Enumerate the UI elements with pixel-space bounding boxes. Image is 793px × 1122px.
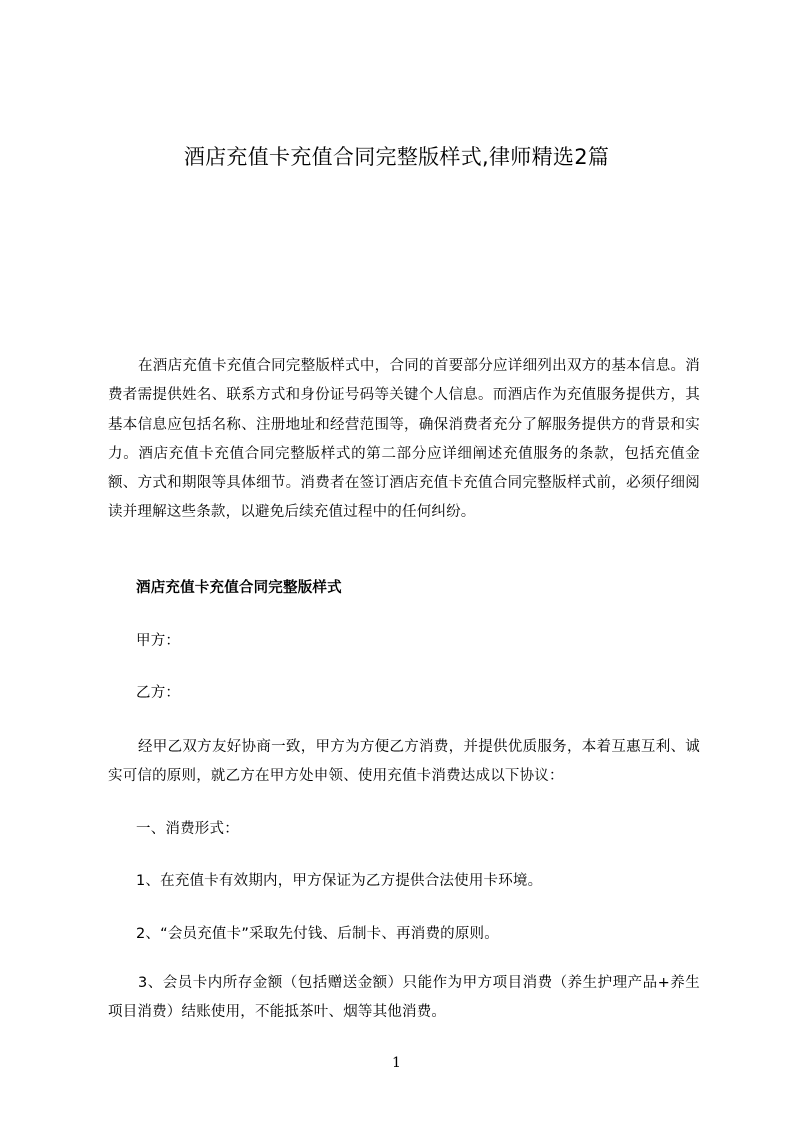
party-b-label: 乙方： <box>136 685 181 701</box>
document-title: 酒店充值卡充值合同完整版样式,律师精选2篇 <box>183 145 610 169</box>
party-a-label: 甲方： <box>136 633 181 649</box>
page-number: 1 <box>392 1055 401 1071</box>
clause-heading: 一、消费形式： <box>136 821 239 837</box>
clause-item-2: 2、“会员充值卡”采取先付钱、后制卡、再消费的原则。 <box>136 926 499 942</box>
intro-paragraph: 在酒店充值卡充值合同完整版样式中，合同的首要部分应详细列出双方的基本信息。消费者需提供姓名、联系方式和身份证号码等关键个人信息。而酒店作为充值服务提供方，其基本信息应包括名称、注册地址和经营范围等，确保消费者充分了解服务提供方的背景和实力。酒店充值卡充值合同完整版样式的第二部分应详细阐述充值服务的条款，包括充值金额、方式和期限等具体细节。消费者在签订酒店充值卡充值合同完整版样式前，必须仔细阅读并理解这些条款，以避免后续充值过程中的任何纠纷。 <box>108 358 700 521</box>
preamble-paragraph: 经甲乙双方友好协商一致，甲方为方便乙方消费，并提供优质服务，本着互惠互利、诚实可信的原则，就乙方在甲方处申领、使用充值卡消费达成以下协议： <box>108 739 700 785</box>
clause-item-3: 3、会员卡内所存金额（包括赠送金额）只能作为甲方项目消费（养生护理产品+养生项目消费）结账使用，不能抵茶叶、烟等其他消费。 <box>108 975 700 1021</box>
section-heading: 酒店充值卡充值合同完整版样式 <box>136 580 342 596</box>
clause-item-1: 1、在充值卡有效期内，甲方保证为乙方提供合法使用卡环境。 <box>136 873 543 889</box>
